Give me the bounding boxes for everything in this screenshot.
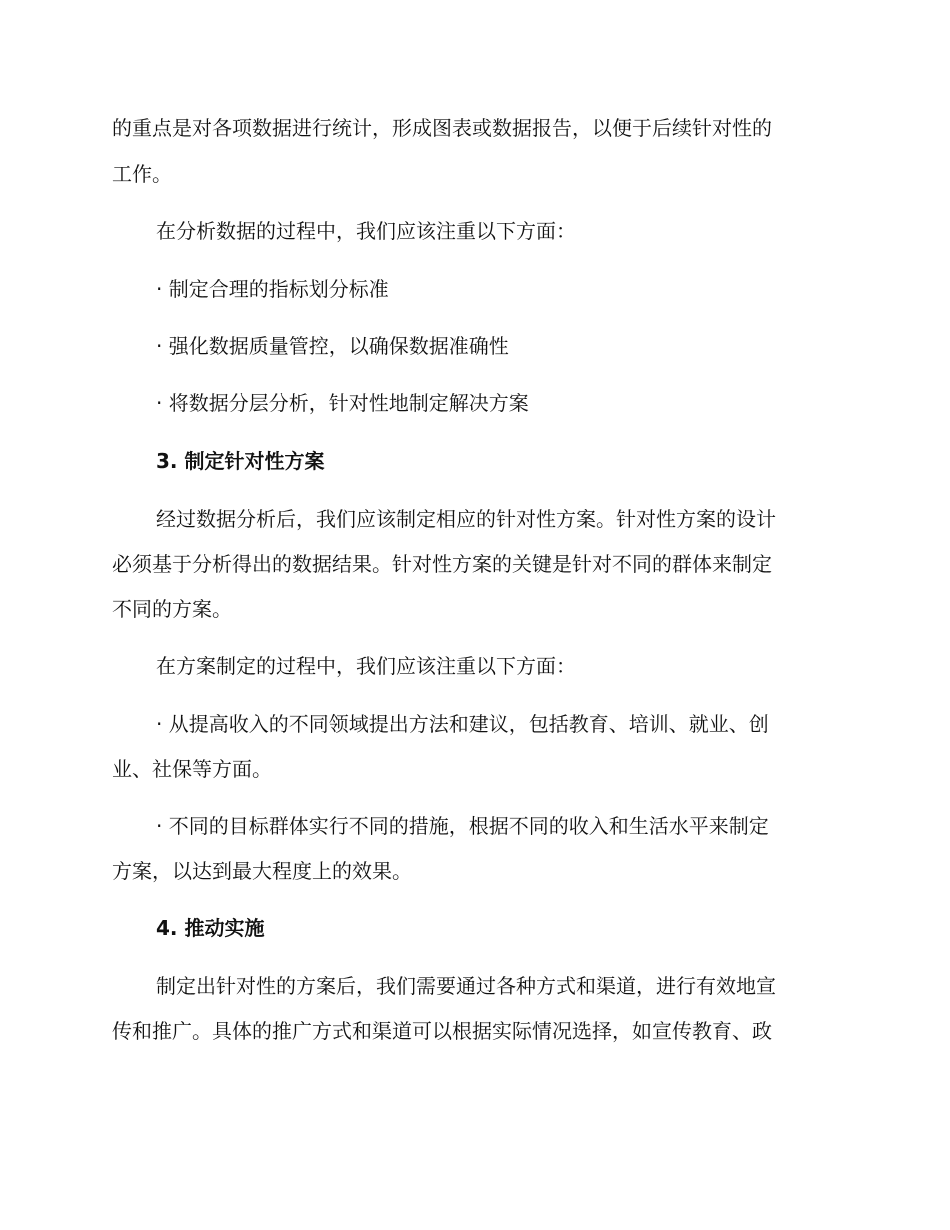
bullet-item: · 不同的目标群体实行不同的措施，根据不同的收入和生活水平来制定 <box>156 814 769 838</box>
paragraph-line: 传和推广。具体的推广方式和渠道可以根据实际情况选择，如宣传教育、政 <box>112 1019 772 1043</box>
paragraph-line: 制定出针对性的方案后，我们需要通过各种方式和渠道，进行有效地宣 <box>156 974 776 998</box>
bullet-item-continuation: 方案，以达到最大程度上的效果。 <box>112 859 412 883</box>
paragraph-line: 不同的方案。 <box>112 597 232 621</box>
bullet-item: · 强化数据质量管控，以确保数据准确性 <box>156 334 509 358</box>
bullet-item: · 制定合理的指标划分标准 <box>156 277 389 301</box>
paragraph-line: 必须基于分析得出的数据结果。针对性方案的关键是针对不同的群体来制定 <box>112 552 772 576</box>
paragraph-line: 在分析数据的过程中，我们应该注重以下方面： <box>156 219 576 243</box>
bullet-item-continuation: 业、社保等方面。 <box>112 757 272 781</box>
paragraph-line: 在方案制定的过程中，我们应该注重以下方面： <box>156 654 576 678</box>
paragraph-line: 工作。 <box>112 162 172 186</box>
paragraph-line: 经过数据分析后，我们应该制定相应的针对性方案。针对性方案的设计 <box>156 507 776 531</box>
bullet-item: · 从提高收入的不同领域提出方法和建议，包括教育、培训、就业、创 <box>156 712 769 736</box>
paragraph-line: 的重点是对各项数据进行统计，形成图表或数据报告，以便于后续针对性的 <box>112 116 772 140</box>
section-heading-4: 4. 推动实施 <box>156 916 265 940</box>
section-heading-3: 3. 制定针对性方案 <box>156 449 325 473</box>
bullet-item: · 将数据分层分析，针对性地制定解决方案 <box>156 391 529 415</box>
